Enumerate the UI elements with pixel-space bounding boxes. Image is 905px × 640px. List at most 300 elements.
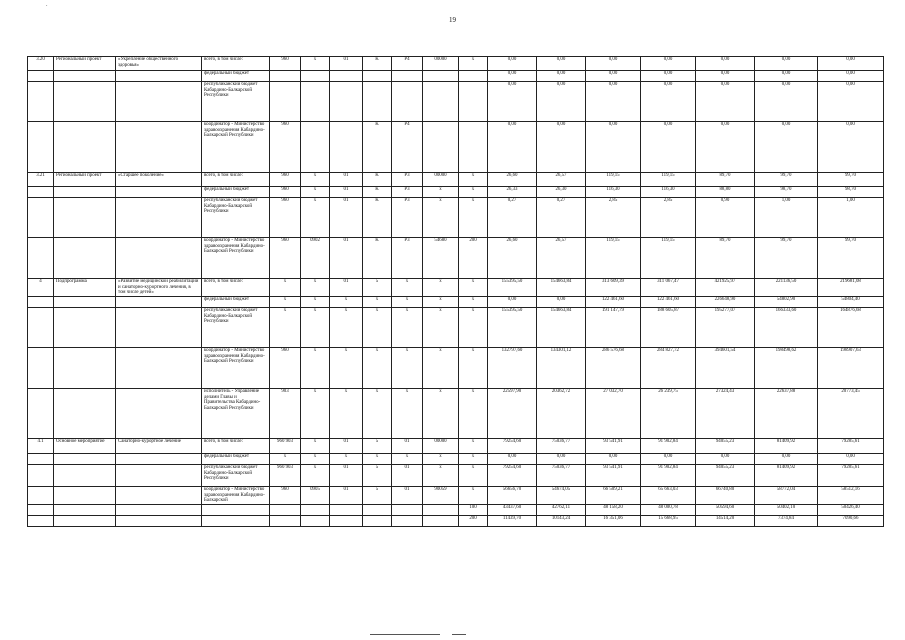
table-cell: 75036,77 — [537, 439, 586, 454]
table-cell — [28, 515, 54, 526]
table-cell: 26,60 — [488, 238, 537, 279]
table-cell: республиканский бюджет Кабардино-Балкарской Республики — [202, 82, 270, 122]
table-cell: 0,00 — [586, 71, 641, 82]
table-cell — [363, 71, 392, 82]
table-cell: 94055,23 — [696, 465, 755, 487]
table-cell: координатор - Министерство здравоохранения Кабардино-Балкарской Республики — [202, 122, 270, 173]
table-cell: 119,15 — [641, 173, 696, 187]
table-cell: 54680 — [423, 238, 459, 279]
table-cell: x — [330, 348, 363, 389]
table-cell: 200 — [459, 238, 488, 279]
table-cell: «Развитие медицинской реабилитации и санаторно-курортного лечения, в том числе детей» — [116, 279, 202, 297]
table-cell — [54, 71, 116, 82]
table-cell: 93 541,91 — [586, 439, 641, 454]
table-cell: x — [330, 454, 363, 465]
table-cell: 0,00 — [537, 57, 586, 71]
table-cell: 50594,60 — [696, 504, 755, 515]
table-cell — [363, 82, 392, 122]
table-cell: 91 902,84 — [641, 465, 696, 487]
table-cell: 4 — [28, 279, 54, 297]
table-cell: 01 — [330, 487, 363, 505]
table-row — [28, 122, 884, 173]
table-row — [28, 82, 884, 122]
table-cell — [116, 187, 202, 198]
table-cell: x — [363, 308, 392, 348]
table-cell: «Укрепление общественного здоровья» — [116, 57, 202, 71]
table-cell: 960 — [270, 187, 301, 198]
table-cell: Санаторно-курортное лечение — [116, 439, 202, 454]
table-cell — [28, 187, 54, 198]
table-cell — [54, 348, 116, 389]
table-cell — [202, 515, 270, 526]
table-cell — [301, 515, 330, 526]
table-cell: 11439,70 — [488, 515, 537, 526]
table-row — [28, 279, 884, 297]
table-cell: федеральный бюджет — [202, 454, 270, 465]
table-cell: x — [392, 297, 423, 308]
table-cell: 5 — [363, 465, 392, 487]
table-cell — [28, 297, 54, 308]
table-cell: 79254,60 — [488, 439, 537, 454]
table-cell: 960 — [270, 173, 301, 187]
table-cell: 99,70 — [818, 238, 884, 279]
table-cell: x — [459, 439, 488, 454]
table-cell — [54, 187, 116, 198]
table-cell: x — [459, 348, 488, 389]
table-cell: x — [459, 279, 488, 297]
table-cell: 0,00 — [537, 297, 586, 308]
table-cell: 1,00 — [755, 198, 818, 238]
table-cell — [116, 454, 202, 465]
table-cell: 0,00 — [537, 454, 586, 465]
table-cell — [116, 487, 202, 505]
table-cell: 132797,60 — [488, 348, 537, 389]
table-cell: 5 — [363, 279, 392, 297]
table-cell: 0,00 — [641, 57, 696, 71]
table-cell: 0,00 — [818, 71, 884, 82]
table-cell: всего, в том числе: — [202, 57, 270, 71]
table-cell — [392, 82, 423, 122]
table-cell: 01 — [330, 238, 363, 279]
table-cell: x — [301, 389, 330, 439]
table-cell — [28, 71, 54, 82]
table-cell — [301, 71, 330, 82]
table-cell: 100 — [459, 504, 488, 515]
table-cell: P3 — [392, 198, 423, 238]
table-cell: федеральный бюджет — [202, 187, 270, 198]
table-cell: Подпрограмма — [54, 279, 116, 297]
table-cell — [54, 297, 116, 308]
table-cell: 79285,61 — [818, 439, 884, 454]
table-cell: x — [459, 487, 488, 505]
table-cell: x — [392, 454, 423, 465]
table-cell: 26,33 — [488, 187, 537, 198]
table-cell: 0,00 — [586, 82, 641, 122]
bottom-rule — [370, 634, 440, 635]
table-cell: P3 — [392, 238, 423, 279]
table-cell: 0,00 — [488, 122, 537, 173]
table-cell — [392, 71, 423, 82]
table-cell: 0,00 — [696, 454, 755, 465]
table-cell — [54, 487, 116, 505]
table-cell: 116,30 — [641, 187, 696, 198]
table-cell: 54802,90 — [755, 297, 818, 308]
table-cell: 26 239,75 — [641, 389, 696, 439]
table-cell: K — [363, 198, 392, 238]
table-cell: 0,00 — [818, 82, 884, 122]
table-cell: 42762,11 — [537, 504, 586, 515]
table-cell — [270, 82, 301, 122]
table-cell: x — [363, 297, 392, 308]
table-cell — [459, 71, 488, 82]
table-cell — [116, 389, 202, 439]
table-cell: 1,00 — [818, 198, 884, 238]
table-cell: x — [301, 198, 330, 238]
table-cell: 22597,90 — [488, 389, 537, 439]
table-cell — [202, 504, 270, 515]
table-cell: 16 351,06 — [586, 515, 641, 526]
table-cell: 198907,63 — [818, 348, 884, 389]
table-cell: 286 576,68 — [586, 348, 641, 389]
table-cell: 0,00 — [488, 57, 537, 71]
table-cell — [116, 122, 202, 173]
table-cell: Региональный проект — [54, 57, 116, 71]
table-cell — [28, 308, 54, 348]
table-cell: 3.21 — [28, 173, 54, 187]
table-cell — [270, 515, 301, 526]
bottom-dash — [452, 634, 466, 635]
table-cell — [423, 82, 459, 122]
table-cell: x — [301, 57, 330, 71]
table-cell: 01 — [330, 279, 363, 297]
table-cell — [28, 122, 54, 173]
table-cell: 50426,40 — [818, 504, 884, 515]
table-cell — [28, 348, 54, 389]
table-cell: 0,27 — [488, 198, 537, 238]
table-cell: x — [301, 173, 330, 187]
table-row — [28, 71, 884, 82]
table-cell: 15 668,95 — [641, 515, 696, 526]
table-row — [28, 173, 884, 187]
table-cell: x — [301, 297, 330, 308]
table-cell: x — [392, 348, 423, 389]
table-cell: 0,00 — [755, 122, 818, 173]
table-row — [28, 238, 884, 279]
table-cell: 58772,04 — [755, 487, 818, 505]
table-cell: 0,00 — [488, 71, 537, 82]
table-cell: 81409,92 — [755, 465, 818, 487]
table-row — [28, 504, 884, 515]
table-cell — [459, 82, 488, 122]
table-cell — [116, 348, 202, 389]
table-cell — [54, 504, 116, 515]
table-cell — [301, 504, 330, 515]
corner-mark: . — [46, 2, 48, 8]
table-cell: 188 605,87 — [641, 308, 696, 348]
table-cell: 0,00 — [818, 454, 884, 465]
table-row — [28, 57, 884, 71]
table-cell: 88,80 — [696, 187, 755, 198]
budget-table — [27, 56, 884, 527]
table-cell: 01 — [392, 487, 423, 505]
table-cell: x — [392, 389, 423, 439]
table-cell: 313 609,39 — [586, 279, 641, 297]
table-cell: 43437,60 — [488, 504, 537, 515]
table-cell: 960 — [270, 238, 301, 279]
table-cell: 0,00 — [537, 71, 586, 82]
table-cell: 0,00 — [641, 454, 696, 465]
table-cell: 0,00 — [755, 82, 818, 122]
table-cell: 960 — [270, 198, 301, 238]
table-cell: P3 — [392, 173, 423, 187]
table-cell: 0,00 — [641, 82, 696, 122]
table-cell — [54, 515, 116, 526]
table-cell: x — [423, 389, 459, 439]
table-cell: 93 541,91 — [586, 465, 641, 487]
table-cell: 2,85 — [586, 198, 641, 238]
table-cell: 5 — [363, 487, 392, 505]
table-cell: x — [363, 454, 392, 465]
table-cell: 81409,92 — [755, 439, 818, 454]
table-cell: 01 — [330, 187, 363, 198]
table-cell — [28, 82, 54, 122]
table-cell: 20362,72 — [537, 389, 586, 439]
table-cell: x — [301, 308, 330, 348]
table-cell: 48 158,20 — [586, 504, 641, 515]
table-cell: 0,00 — [818, 57, 884, 71]
table-cell: 0,00 — [755, 57, 818, 71]
table-cell: 5 — [363, 439, 392, 454]
table-cell: 960 — [270, 487, 301, 505]
table-cell — [116, 465, 202, 487]
table-cell — [116, 71, 202, 82]
table-cell: x — [270, 279, 301, 297]
table-cell — [270, 71, 301, 82]
table-cell: 01 — [330, 57, 363, 71]
table-cell — [116, 198, 202, 238]
budget-table-body — [28, 57, 884, 527]
table-cell: x — [301, 187, 330, 198]
table-cell — [423, 504, 459, 515]
table-cell: x — [459, 187, 488, 198]
table-cell — [116, 515, 202, 526]
table-cell: x — [301, 465, 330, 487]
table-cell: 3.20 — [28, 57, 54, 71]
table-cell — [54, 198, 116, 238]
table-cell: республиканский бюджет Кабардино-Балкарской Республики — [202, 465, 270, 487]
table-cell: 0,00 — [586, 57, 641, 71]
table-cell — [54, 82, 116, 122]
table-cell: координатор - Министерство здравоохранения Кабардино-Балкарской Республики — [202, 238, 270, 279]
table-cell: 75036,77 — [537, 465, 586, 487]
table-cell — [28, 465, 54, 487]
table-cell: x — [330, 297, 363, 308]
table-cell: 26,30 — [537, 187, 586, 198]
table-cell: x — [270, 308, 301, 348]
table-cell: x — [392, 308, 423, 348]
table-row — [28, 515, 884, 526]
table-cell: 7090,66 — [818, 515, 884, 526]
table-cell: x — [363, 348, 392, 389]
table-cell: x — [301, 279, 330, 297]
table-cell — [28, 238, 54, 279]
table-cell: x — [270, 297, 301, 308]
table-cell — [54, 308, 116, 348]
table-cell — [392, 504, 423, 515]
table-cell: 394601,54 — [696, 348, 755, 389]
table-row — [28, 454, 884, 465]
table-cell — [116, 308, 202, 348]
table-cell: 01 — [330, 173, 363, 187]
table-cell — [116, 238, 202, 279]
table-cell: 155395,50 — [488, 279, 537, 297]
table-cell: 200 — [459, 515, 488, 526]
table-cell: x — [423, 454, 459, 465]
table-cell: 164876,68 — [818, 308, 884, 348]
table-cell — [54, 122, 116, 173]
table-cell: 98,70 — [755, 187, 818, 198]
table-cell: 89,70 — [696, 173, 755, 187]
budget-table-wrapper — [27, 56, 883, 527]
table-row — [28, 439, 884, 454]
table-cell — [116, 297, 202, 308]
table-cell: 195277,07 — [696, 308, 755, 348]
table-row — [28, 187, 884, 198]
table-cell: 0,90 — [696, 198, 755, 238]
table-cell: 22637,88 — [755, 389, 818, 439]
table-cell: 119,15 — [641, 238, 696, 279]
table-cell: федеральный бюджет — [202, 297, 270, 308]
table-cell: 01 — [330, 465, 363, 487]
table-cell: 99,70 — [818, 173, 884, 187]
table-cell: 0,00 — [586, 122, 641, 173]
table-cell: федеральный бюджет — [202, 71, 270, 82]
table-cell: 221136,50 — [755, 279, 818, 297]
table-cell: 155395,50 — [488, 308, 537, 348]
table-cell: x — [423, 279, 459, 297]
table-cell: «Старшее поколение» — [116, 173, 202, 187]
table-cell: 119,15 — [586, 238, 641, 279]
table-cell: 14514,20 — [696, 515, 755, 526]
table-cell: x — [301, 439, 330, 454]
table-cell: P4 — [392, 122, 423, 173]
table-cell — [423, 122, 459, 173]
table-cell: x — [459, 389, 488, 439]
table-cell: x — [459, 173, 488, 187]
table-cell: исполнитель - Управление делами Главы и Правительства Кабардино-Балкарской Республики — [202, 389, 270, 439]
table-cell: 00000 — [423, 173, 459, 187]
table-cell: 98,70 — [818, 187, 884, 198]
table-cell: 0,00 — [488, 82, 537, 122]
table-cell: x — [459, 454, 488, 465]
table-cell: 0,00 — [818, 122, 884, 173]
table-cell — [330, 82, 363, 122]
table-cell — [54, 389, 116, 439]
table-cell: x — [330, 389, 363, 439]
table-row — [28, 487, 884, 505]
table-cell — [330, 515, 363, 526]
table-cell: 7374,84 — [755, 515, 818, 526]
table-cell: 0,00 — [755, 454, 818, 465]
table-cell: K — [363, 187, 392, 198]
table-cell — [423, 71, 459, 82]
table-cell — [28, 487, 54, 505]
table-cell: 54804,40 — [818, 297, 884, 308]
table-cell: x — [459, 198, 488, 238]
table-cell: 226648,90 — [696, 297, 755, 308]
table-cell: 0905 — [301, 487, 330, 505]
table-cell: 26,57 — [537, 238, 586, 279]
table-cell: x — [301, 454, 330, 465]
table-cell: 154663,84 — [537, 308, 586, 348]
table-cell: 960 — [270, 57, 301, 71]
table-cell: 66 509,21 — [586, 487, 641, 505]
table-cell: 54674,05 — [537, 487, 586, 505]
table-cell: 0,00 — [696, 57, 755, 71]
table-cell: 166333,60 — [755, 308, 818, 348]
table-row — [28, 348, 884, 389]
table-cell: 10143,24 — [537, 515, 586, 526]
table-cell: 191 147,79 — [586, 308, 641, 348]
table-cell: 0,00 — [755, 71, 818, 82]
table-cell: x — [423, 348, 459, 389]
table-row — [28, 198, 884, 238]
table-cell: 01 — [392, 439, 423, 454]
table-cell: 0,00 — [696, 82, 755, 122]
table-cell — [459, 122, 488, 173]
table-cell: 122 461,60 — [641, 297, 696, 308]
table-cell: 01 — [392, 465, 423, 487]
table-cell: 0,00 — [488, 297, 537, 308]
table-cell — [54, 238, 116, 279]
table-cell: 0,00 — [537, 82, 586, 122]
table-cell: 154663,84 — [537, 279, 586, 297]
table-cell: 0,00 — [641, 122, 696, 173]
table-cell: P3 — [392, 187, 423, 198]
table-cell: 79285,61 — [818, 465, 884, 487]
table-cell — [363, 504, 392, 515]
table-cell: 0,00 — [488, 454, 537, 465]
table-cell: 219681,08 — [818, 279, 884, 297]
table-cell — [116, 504, 202, 515]
table-cell: x — [423, 187, 459, 198]
table-cell: координатор - Министерство здравоохранения Кабардино-Балкарской Республики — [202, 348, 270, 389]
table-cell — [330, 71, 363, 82]
table-cell: 284 827,72 — [641, 348, 696, 389]
table-cell — [363, 515, 392, 526]
table-cell: 26,57 — [537, 173, 586, 187]
table-cell — [330, 504, 363, 515]
table-cell: x — [301, 348, 330, 389]
table-cell: x — [330, 308, 363, 348]
table-cell: 20773,45 — [818, 389, 884, 439]
table-cell: 0,00 — [586, 454, 641, 465]
table-cell: всего, в том числе: — [202, 173, 270, 187]
table-cell: x — [423, 198, 459, 238]
table-cell — [116, 82, 202, 122]
table-row — [28, 308, 884, 348]
table-cell: 90059 — [423, 487, 459, 505]
table-cell: 960 — [270, 348, 301, 389]
table-cell: x — [363, 389, 392, 439]
table-cell — [28, 454, 54, 465]
table-cell — [301, 82, 330, 122]
table-cell: всего, в том числе: — [202, 279, 270, 297]
table-cell: x — [459, 465, 488, 487]
table-cell: 198498,62 — [755, 348, 818, 389]
table-cell: 2,85 — [641, 198, 696, 238]
table-cell: K — [363, 122, 392, 173]
